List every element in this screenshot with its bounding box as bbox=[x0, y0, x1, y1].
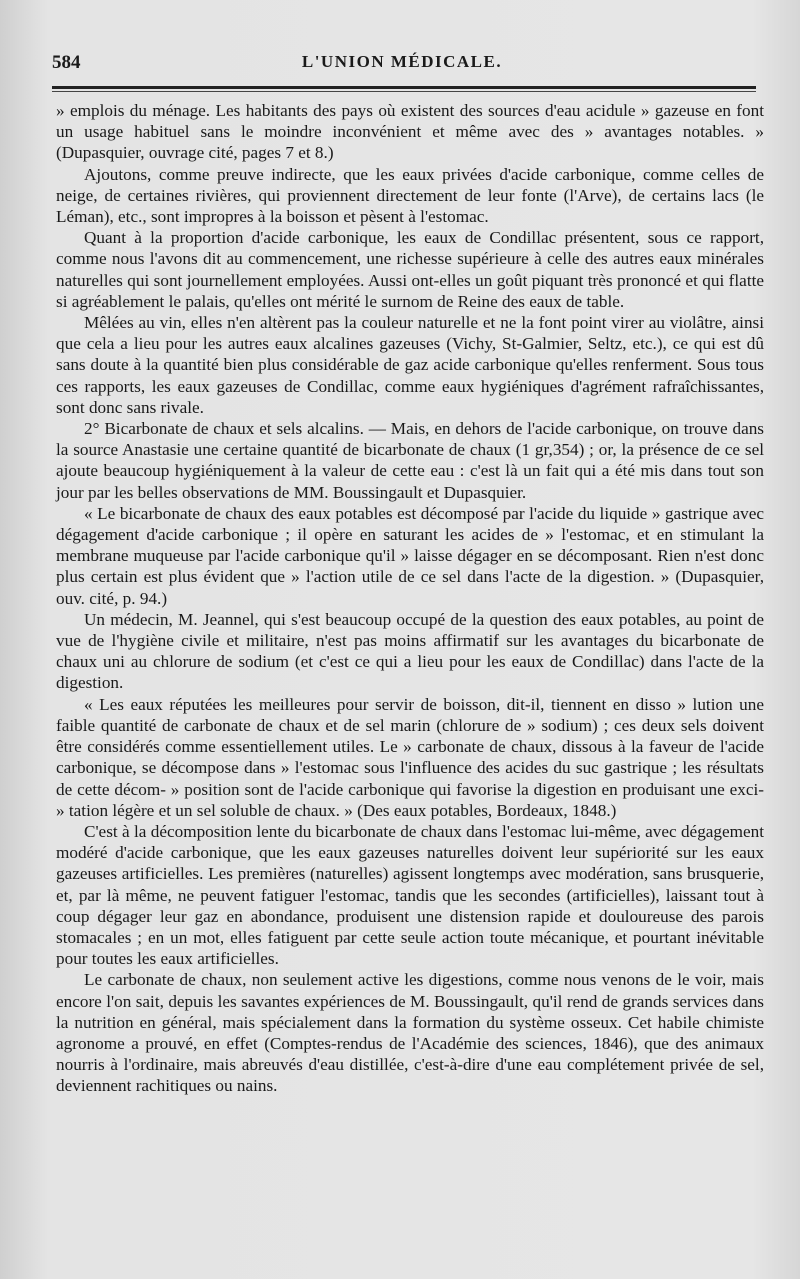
quotation-paragraph: « Le bicarbonate de chaux des eaux potables est décomposé par l'acide du liquide » gastrique avec dégagement d'acide carbonique ; il opère en saturant les acides de » l'estomac, et en stimulant la membrane muqueuse par l'acide carbonique qu'il » laisse dégager en se décomposant. Rien n'est donc plus certain est plus évident que » l'action utile de ce sel dans l'acte de la digestion. » (Dupasquier, ouv. cité, p. 94.) bbox=[56, 503, 764, 608]
running-title: L'UNION MÉDICALE. bbox=[301, 52, 503, 71]
paragraph: » emplois du ménage. Les habitants des pays où existent des sources d'eau acidule » gazeuse en font un usage habituel sans le moindre inconvénient et même avec des » avantages notables. » (Dupasquier, ouvrage cité, pages 7 et 8.) bbox=[56, 101, 764, 163]
header-rule bbox=[52, 86, 756, 92]
paragraph: Quant à la proportion d'acide carbonique, les eaux de Condillac présentent, sous ce rapport, comme nous l'avons dit au commencement, une richesse supérieure à celle des autres eaux minérales naturelles qui sont journellement employées. Aussi ont-elles un goût piquant très prononcé et qui flatte si agréablement le palais, qu'elles ont mérité le surnom de Reine des eaux de table. bbox=[56, 228, 764, 311]
quotation-paragraph: « Les eaux réputées les meilleures pour servir de boisson, dit-il, tiennent en disso » lution une faible quantité de carbonate de chaux et de sel marin (chlorure de » sodium) ; ces deux sels doivent être considérés comme essentiellement utiles. Le » carbonate de chaux, dissous à la faveur de l'acide carbonique, se décompose dans » l'estomac sous l'influence des acides du suc gastrique ; les résultats de cette décom- » position sont de l'acide carbonique qui favorise la digestion en produisant une exci- » tation légère et un sel soluble de chaux. » (Des eaux potables, Bordeaux, 1848.) bbox=[56, 694, 764, 820]
body-text bbox=[56, 100, 764, 1097]
paragraph: Mêlées au vin, elles n'en altèrent pas la couleur naturelle et ne la font point virer au violâtre, ainsi que cela a lieu pour les autres eaux alcalines gazeuses (Vichy, St-Galmier, Seltz, etc.), ce qui est dû sans doute à la quantité bien plus considérable de gaz acide carbonique qu'elles renferment. Sous tous ces rapports, les eaux gazeuses de Condillac, comme eaux hygiéniques d'agrément rafraîchissantes, sont donc sans rivale. bbox=[56, 313, 764, 417]
paragraph: Ajoutons, comme preuve indirecte, que les eaux privées d'acide carbonique, comme celles de neige, de certaines rivières, qui proviennent directement de leur fonte (l'Arve), de certains lacs (le Léman), etc., sont impropres à la boisson et pèsent à l'estomac. bbox=[56, 164, 764, 227]
page-number: 584 bbox=[52, 52, 81, 73]
paragraph: 2° Bicarbonate de chaux et sels alcalins. — Mais, en dehors de l'acide carbonique, on trouve dans la source Anastasie une certaine quantité de bicarbonate de chaux (1 gr,354) ; or, la présence de ce sel ajoute beaucoup hygiéniquement à la valeur de cette eau : c'est là un fait qui a été mis dans tout son jour par les belles observations de MM. Boussingault et Dupasquier. bbox=[56, 419, 764, 502]
paragraph: C'est à la décomposition lente du bicarbonate de chaux dans l'estomac lui-même, avec dégagement modéré d'acide carbonique, que les eaux gazeuses naturelles doivent leur supériorité sur les eaux gazeuses artificielles. Les premières (naturelles) agissent longtemps avec modération, sans brusquerie, et, par là même, ne peuvent fatiguer l'estomac, tandis que les secondes (artificielles), laissant tout à coup dégager leur gaz en abondance, produisent une distension rapide et douloureuse des parois stomacales ; en un mot, elles fatiguent par cette seule action toute mécanique, et pourtant inévitable pour toutes les eaux artificielles. bbox=[56, 821, 764, 969]
paragraph: Le carbonate de chaux, non seulement active les digestions, comme nous venons de le voir, mais encore l'on sait, depuis les savantes expériences de M. Boussingault, qu'il rend de grands services dans la nutrition en général, mais spécialement dans la formation du système osseux. Cet habile chimiste agronome a prouvé, en effet (Comptes-rendus de l'Académie des sciences, 1846), que des animaux nourris à l'ordinaire, mais abreuvés d'eau distillée, c'est-à-dire d'une eau complétement privée de sel, deviennent rachitiques ou nains. bbox=[56, 970, 764, 1096]
page-header bbox=[44, 52, 760, 84]
paragraph: Un médecin, M. Jeannel, qui s'est beaucoup occupé de la question des eaux potables, au point de vue de l'hygiène civile et militaire, n'est pas moins affirmatif sur les avantages du bicarbonate de chaux uni au chlorure de sodium (et c'est ce qui a lieu pour les eaux de Condillac) dans l'acte de la digestion. bbox=[56, 609, 764, 693]
